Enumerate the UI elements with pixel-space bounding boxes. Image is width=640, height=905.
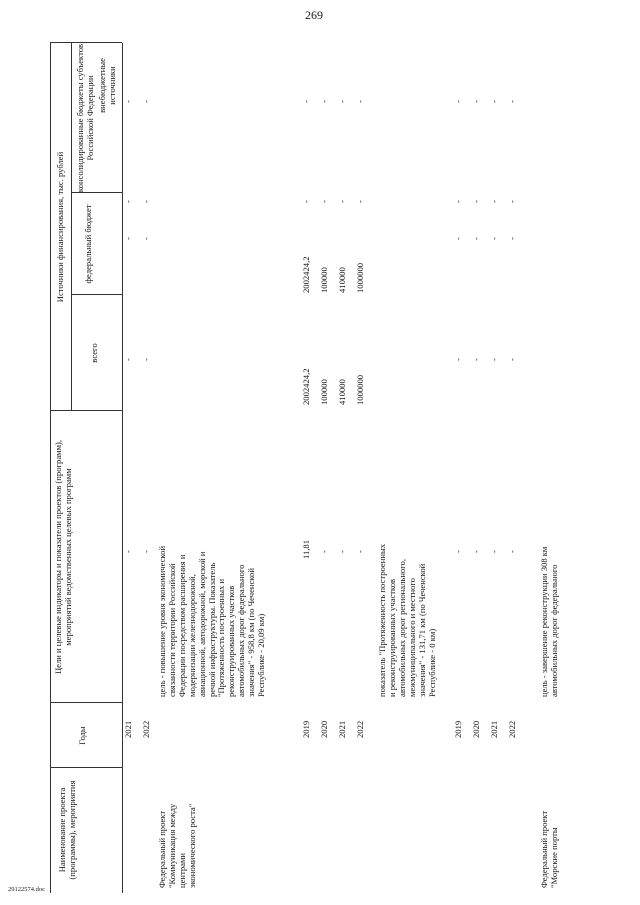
b2-fed-3: 410000	[337, 267, 347, 293]
b2-fed-2: 100000	[319, 267, 329, 293]
b1-total-1: -	[123, 358, 133, 361]
b3-total-2: -	[471, 358, 481, 361]
b1-ind-2: -	[141, 550, 151, 553]
b2-total-3: 410000	[337, 379, 347, 405]
b3-year-1: 2019	[453, 720, 463, 738]
b2-ind-1: 11,81	[301, 539, 311, 559]
funding-group-rule	[71, 43, 72, 411]
b1-total-2: -	[141, 358, 151, 361]
b3-total-1: -	[453, 358, 463, 361]
b2-goal-text: цель - повышение уровня экономической связанности территории Российской Федерации посредством расширения и модернизации железнодорожной, авиационной, автодорожной, морской и речной инфраструктуры. Показатель "Протяженность построенных и реконструированных участков автомобильных дорог федерального значения" - 958,8 км (по Чеченской Республике - 20,09 км)	[157, 545, 267, 697]
page-number: 269	[305, 8, 323, 22]
b3-fed-4: -	[507, 237, 517, 240]
b4-project-name: Федеральный проект "Морские порты	[539, 810, 559, 888]
b1-ind-1: -	[123, 550, 133, 553]
b2-total-2: 100000	[319, 379, 329, 405]
b4-goal-text: цель - завершение реконструкции 308 км автомобильных дорог федерального	[539, 546, 559, 697]
header-total: всего	[89, 343, 99, 363]
b2-reg-2: -	[319, 200, 329, 203]
b3-year-3: 2021	[489, 720, 499, 738]
b3-fed-3: -	[489, 237, 499, 240]
b3-ext-4: -	[507, 100, 517, 103]
b1-reg-2: -	[141, 200, 151, 203]
b3-total-4: -	[507, 358, 517, 361]
b2-year-4: 2022	[355, 720, 365, 738]
b3-reg-4: -	[507, 200, 517, 203]
b1-reg-1: -	[123, 200, 133, 203]
b2-fed-1: 2002424,2	[301, 256, 311, 293]
b1-year-2: 2022	[141, 720, 151, 738]
header-funding-group: Источники финансирования, тыс. рублей	[55, 151, 65, 303]
b3-reg-2: -	[471, 200, 481, 203]
b3-reg-1: -	[453, 200, 463, 203]
b2-total-4: 1000000	[355, 374, 365, 405]
b3-fed-1: -	[453, 237, 463, 240]
b3-year-4: 2022	[507, 720, 517, 738]
b2-ext-3: -	[337, 100, 347, 103]
b3-ext-3: -	[489, 100, 499, 103]
b2-ext-1: -	[301, 100, 311, 103]
b2-year-3: 2021	[337, 720, 347, 738]
b3-goal-text: показатель "Протяженность построенных и реконструированных участков автомобильных дорог регионального, межмуниципального и местного значения" - 131,71 км (по Чеченской Республике - 0 км)	[377, 543, 437, 697]
b1-fed-2: -	[141, 237, 151, 240]
b2-ind-4: -	[355, 550, 365, 553]
b3-total-3: -	[489, 358, 499, 361]
b1-ext-2: -	[141, 100, 151, 103]
b3-reg-3: -	[489, 200, 499, 203]
b2-reg-3: -	[337, 200, 347, 203]
b3-ind-2: -	[471, 550, 481, 553]
header-goals: Цели и целевые индикаторы и показатели проектов (программ), мероприятий ведомственных целевых программ	[53, 439, 73, 675]
b2-ext-4: -	[355, 100, 365, 103]
b2-year-1: 2019	[301, 720, 311, 738]
table-top-border	[50, 43, 51, 893]
b2-project-name: Федеральный проект "Коммуникация между центрами экономического роста"	[157, 803, 197, 888]
b3-year-2: 2020	[471, 720, 481, 738]
b2-total-1: 2002424,2	[301, 368, 311, 405]
b2-fed-4: 1000000	[355, 262, 365, 293]
header-years: Годы	[77, 726, 87, 745]
b3-ind-1: -	[453, 550, 463, 553]
header-extra: внебюджетные источники	[97, 58, 117, 113]
b3-ext-1: -	[453, 100, 463, 103]
header-regional: консолидированные бюджеты субъектов Российской Федерации	[75, 43, 95, 193]
b2-ind-3: -	[337, 550, 347, 553]
header-federal: федеральный бюджет	[83, 204, 93, 284]
b2-reg-1: -	[301, 200, 311, 203]
rotated-table	[50, 43, 595, 893]
b3-ind-3: -	[489, 550, 499, 553]
b1-ext-1: -	[123, 100, 133, 103]
b2-ext-2: -	[319, 100, 329, 103]
b2-reg-4: -	[355, 200, 365, 203]
b1-fed-1: -	[123, 237, 133, 240]
b1-year-1: 2021	[123, 720, 133, 738]
b3-fed-2: -	[471, 237, 481, 240]
b2-ind-2: -	[319, 550, 329, 553]
b3-ext-2: -	[471, 100, 481, 103]
header-bottom-border	[122, 43, 123, 893]
b3-ind-4: -	[507, 550, 517, 553]
header-name: Наименование проекта (программы), мероприятия	[57, 780, 77, 880]
footer-filename: 29122574.doc	[8, 886, 46, 893]
b2-year-2: 2020	[319, 720, 329, 738]
